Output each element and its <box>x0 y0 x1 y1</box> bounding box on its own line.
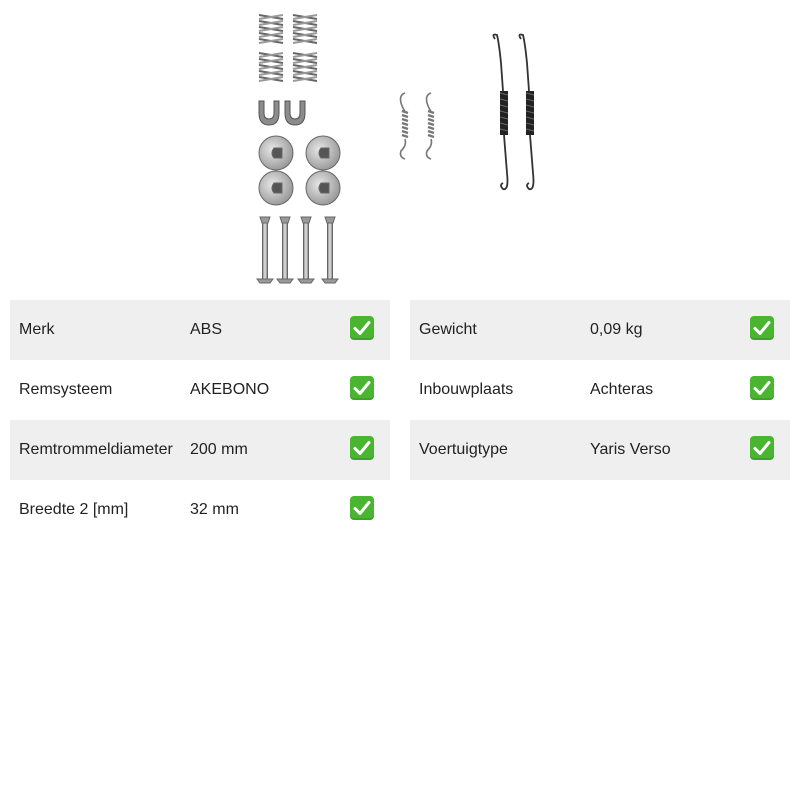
return-spring <box>493 35 534 190</box>
spec-value: Achteras <box>590 381 654 398</box>
spec-row-voertuigtype <box>410 420 790 480</box>
check-icon <box>350 316 374 340</box>
clip <box>259 101 305 125</box>
spec-row-inbouwplaats <box>410 360 790 420</box>
spec-label: Remtrommeldiameter <box>19 441 173 458</box>
spec-label: Remsysteem <box>19 381 113 398</box>
spec-row-remtrommeldiameter <box>10 420 390 480</box>
pin <box>257 217 338 283</box>
spec-label: Merk <box>19 321 55 338</box>
spec-row-remsysteem <box>10 360 390 420</box>
check-icon <box>750 316 774 340</box>
spec-value: Yaris Verso <box>590 441 671 458</box>
spec-row-breedte <box>10 480 390 540</box>
spec-label: Gewicht <box>419 321 477 338</box>
spec-value: ABS <box>190 321 223 338</box>
spec-label: Inbouwplaats <box>419 381 514 398</box>
check-icon <box>350 376 374 400</box>
spec-value: 32 mm <box>190 501 239 518</box>
check-icon <box>350 436 374 460</box>
spec-table-right <box>410 300 790 480</box>
check-icon <box>750 376 774 400</box>
small-tension-spring <box>401 93 435 159</box>
spec-label: Breedte 2 [mm] <box>19 501 129 518</box>
spec-value: AKEBONO <box>190 381 270 398</box>
spec-row-gewicht <box>410 300 790 360</box>
washer <box>259 136 340 205</box>
spec-row-merk <box>10 300 390 360</box>
spec-table-left <box>10 300 390 540</box>
spec-value: 0,09 kg <box>590 321 643 338</box>
spec-value: 200 mm <box>190 441 248 458</box>
spec-label: Voertuigtype <box>419 441 508 458</box>
product-image <box>245 5 565 290</box>
compression-spring <box>259 15 317 81</box>
check-icon <box>750 436 774 460</box>
check-icon <box>350 496 374 520</box>
